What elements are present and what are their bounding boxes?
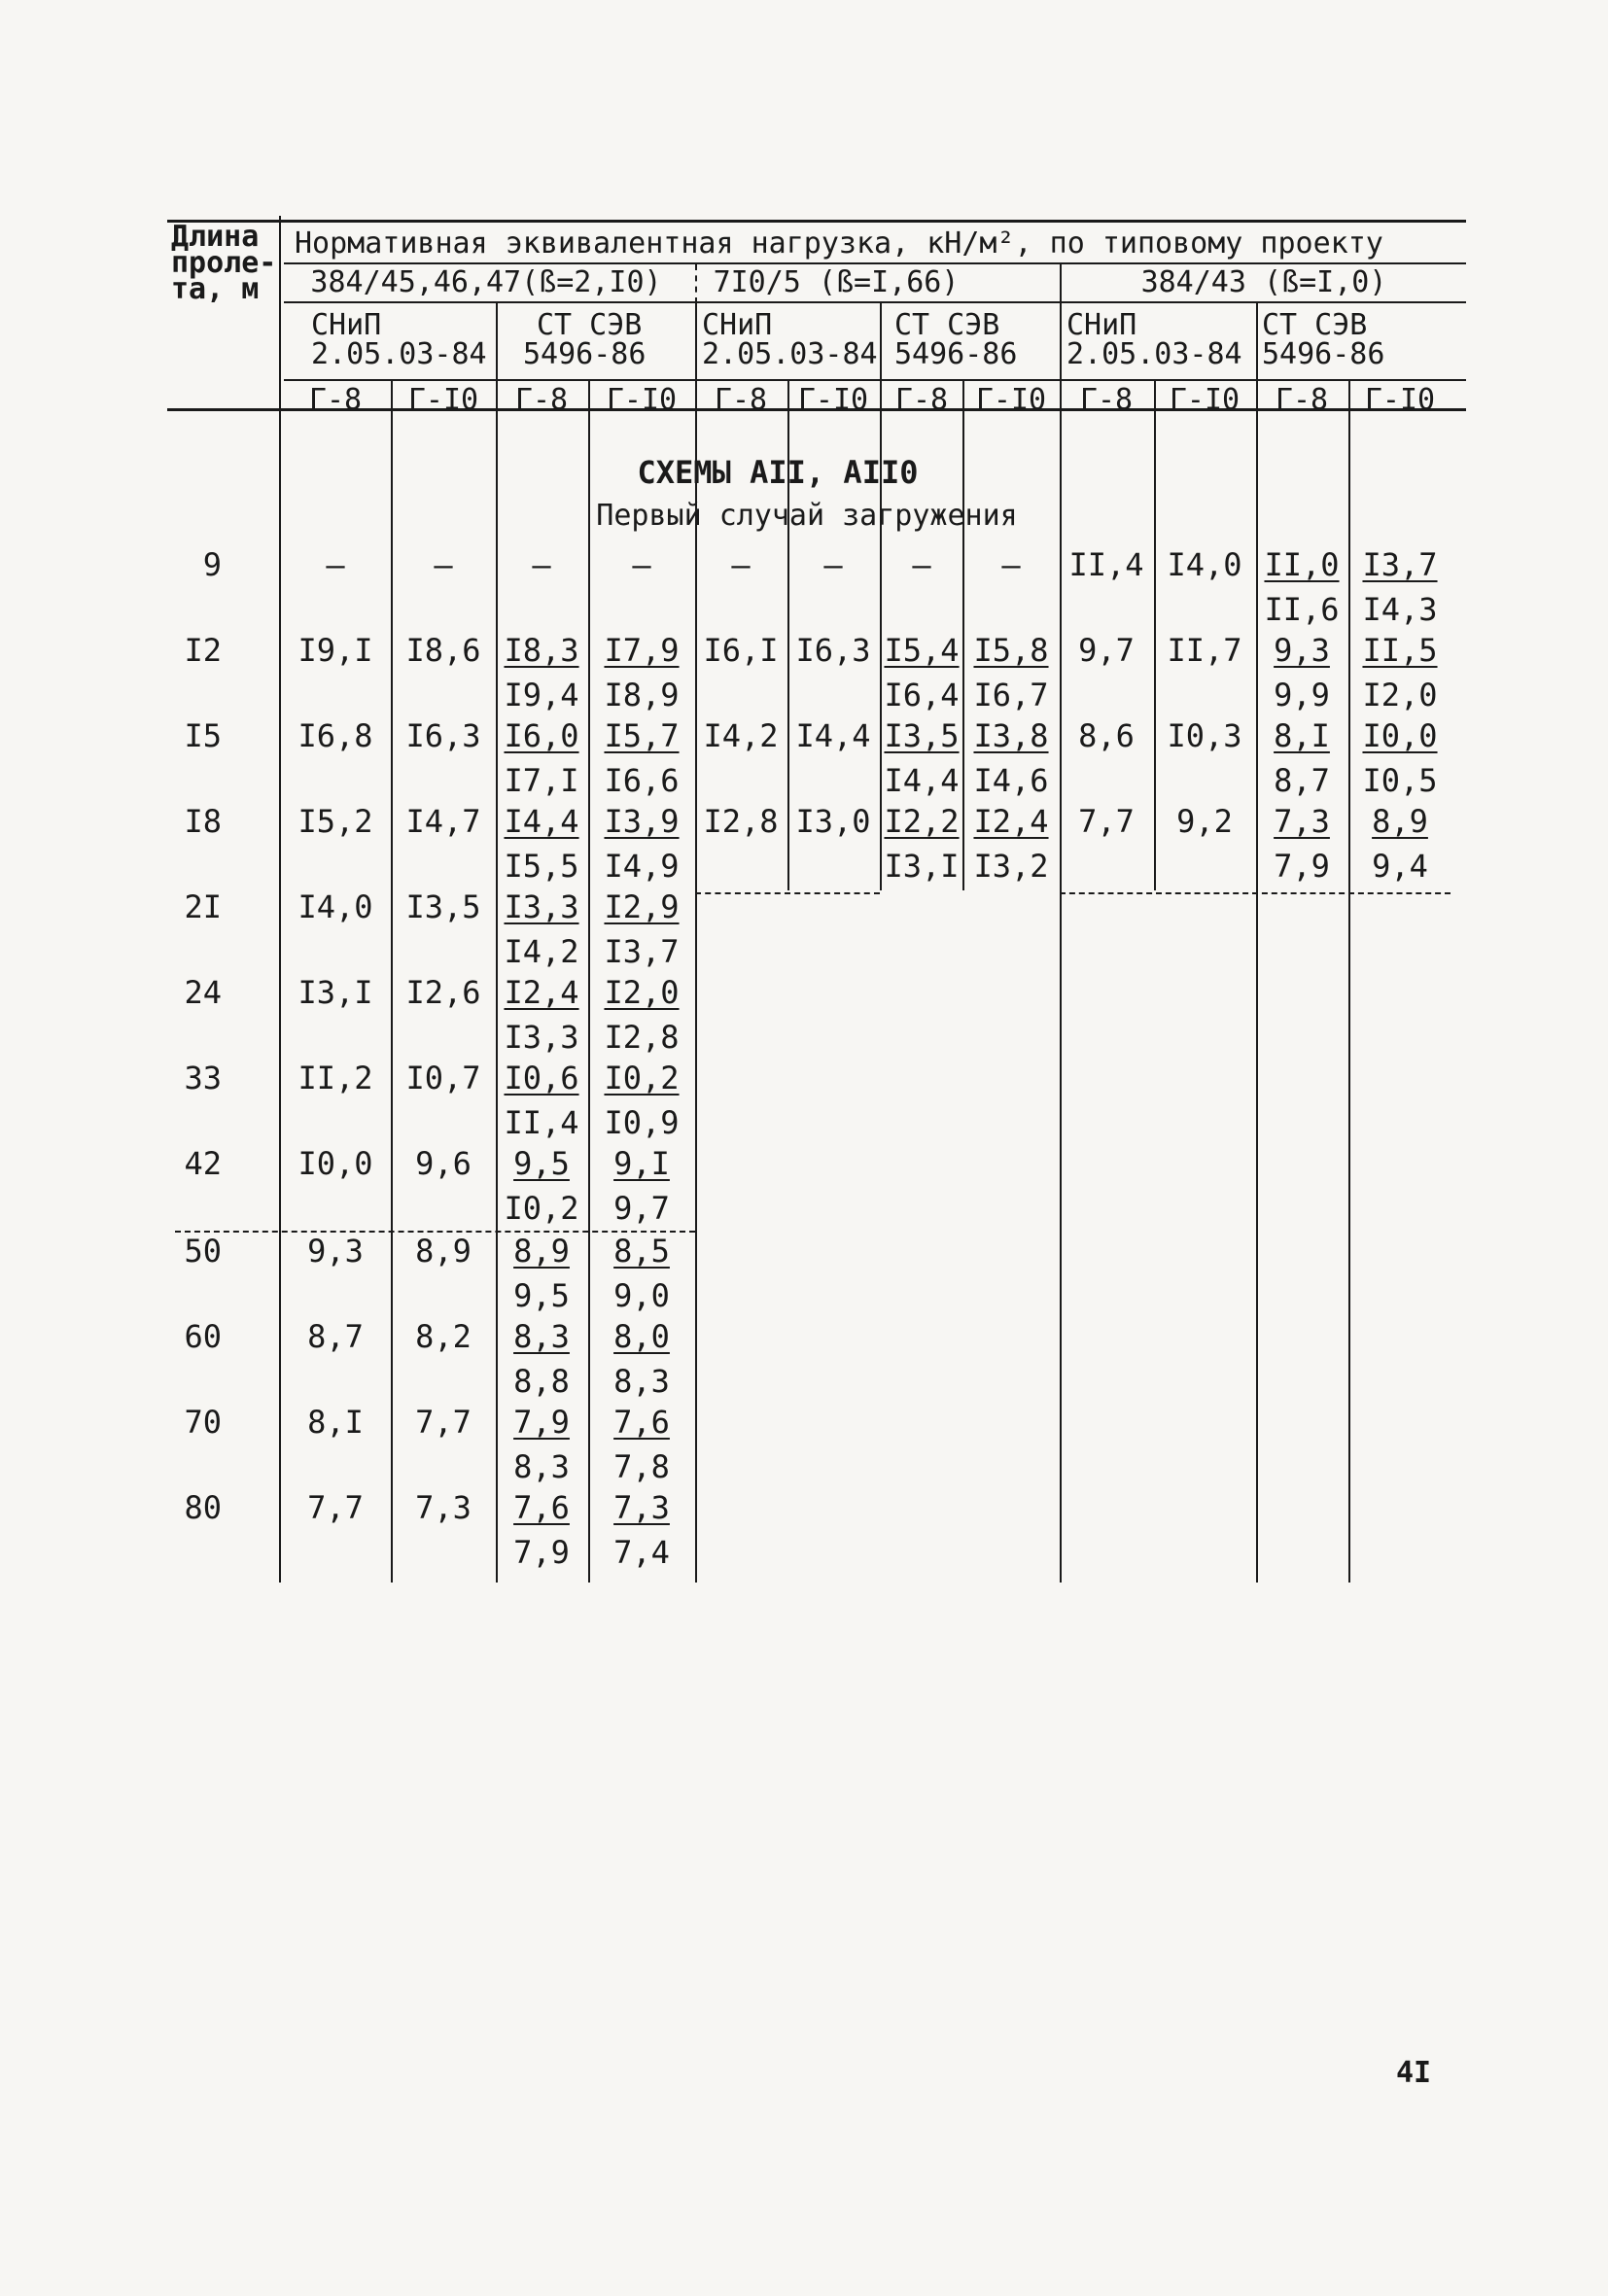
cell-value-alt: 9,7: [613, 1190, 670, 1227]
cell-value: –: [434, 546, 453, 583]
cell-value-alt: 9,9: [1274, 677, 1330, 713]
norm-label: СТ СЭВ 5496-86: [1262, 308, 1385, 371]
row-label-header: Длина проле- та, м: [171, 220, 277, 306]
cell-value: 8,9: [415, 1233, 472, 1270]
cell-value: 7,7: [307, 1489, 364, 1526]
cell-value: I4,4: [795, 717, 871, 754]
cell-value: 9,I: [613, 1145, 670, 1182]
cell-value-alt: I4,6: [973, 762, 1049, 799]
cell-value: I8,6: [405, 632, 481, 669]
cell-value: I2,4: [973, 803, 1049, 840]
col-header: Г-8: [308, 383, 363, 417]
col-rule: [496, 303, 498, 1583]
cell-value-alt: I3,7: [604, 933, 680, 970]
cell-value: 8,7: [307, 1318, 364, 1355]
col-rule: [1060, 264, 1062, 1583]
cell-value: 7,7: [1078, 803, 1135, 840]
cell-value: 7,6: [613, 1404, 670, 1441]
cell-value: 8,3: [513, 1318, 570, 1355]
cell-value: II,2: [297, 1060, 373, 1096]
cell-value: I2,4: [504, 974, 579, 1011]
cell-value-alt: 8,8: [513, 1363, 570, 1400]
cell-value-alt: 9,0: [613, 1277, 670, 1314]
cell-value: II,0: [1264, 546, 1340, 583]
cell-value: 9,2: [1176, 803, 1233, 840]
cell-value: I2,0: [604, 974, 680, 1011]
col-header: Г-I0: [1169, 383, 1241, 417]
cell-value-alt: I4,2: [504, 933, 579, 970]
cell-value-alt: I6,6: [604, 762, 680, 799]
cell-value: 9,7: [1078, 632, 1135, 669]
norm-label: СНиП 2.05.03-84: [702, 308, 878, 371]
cell-value-alt: II,4: [504, 1104, 579, 1141]
cell-value: I3,5: [405, 888, 481, 925]
cell-value-alt: I6,4: [884, 677, 960, 713]
cell-value-alt: I9,4: [504, 677, 579, 713]
cell-value: 8,0: [613, 1318, 670, 1355]
norm-label: СНиП 2.05.03-84: [311, 308, 487, 371]
cell-value: I2,8: [703, 803, 779, 840]
col-rule: [1154, 381, 1156, 890]
cell-value: –: [326, 546, 345, 583]
cell-value: 8,I: [1274, 717, 1330, 754]
cell-value-alt: 7,9: [513, 1534, 570, 1571]
cell-value: I6,I: [703, 632, 779, 669]
cell-value: 8,I: [307, 1404, 364, 1441]
col-header: Г-I0: [407, 383, 479, 417]
cell-value: –: [731, 546, 751, 583]
section-title: СХЕМЫ AII, AII0: [637, 454, 919, 491]
cell-value-alt: I6,7: [973, 677, 1049, 713]
cell-value: I5,4: [884, 632, 960, 669]
cell-value-alt: 7,8: [613, 1448, 670, 1485]
cell-value-alt: 7,9: [1274, 848, 1330, 885]
norm-label: СНиП 2.05.03-84: [1066, 308, 1242, 371]
col-header: Г-8: [1275, 383, 1329, 417]
col-rule: [588, 381, 590, 1583]
cell-value-alt: I2,8: [604, 1019, 680, 1056]
cell-value-alt: I7,I: [504, 762, 579, 799]
cell-value: 9,6: [415, 1145, 472, 1182]
norm-underline-rule: [284, 379, 1466, 381]
span-length: I8: [184, 803, 222, 840]
cell-value: I3,5: [884, 717, 960, 754]
cell-value: 8,9: [513, 1233, 570, 1270]
span-length: I2: [184, 632, 222, 669]
col-header: Г-8: [894, 383, 949, 417]
cell-value: I3,7: [1362, 546, 1438, 583]
cell-value: I5,7: [604, 717, 680, 754]
cell-value-alt: I2,0: [1362, 677, 1438, 713]
cell-value: I0,3: [1167, 717, 1242, 754]
cell-value: I3,3: [504, 888, 579, 925]
col-rule: [1256, 303, 1258, 1583]
cell-value-alt: I4,4: [884, 762, 960, 799]
span-length: 60: [184, 1318, 222, 1355]
cell-value: 7,3: [1274, 803, 1330, 840]
cell-value: 8,6: [1078, 717, 1135, 754]
cell-value: 7,3: [415, 1489, 472, 1526]
span-length: 80: [184, 1489, 222, 1526]
cell-value-alt: I5,5: [504, 848, 579, 885]
cell-value-alt: I3,2: [973, 848, 1049, 885]
cell-value: II,7: [1167, 632, 1242, 669]
cell-value: 9,3: [1274, 632, 1330, 669]
col-rule: [695, 303, 697, 1583]
cell-value: 8,5: [613, 1233, 670, 1270]
page-number: 4I: [1396, 2056, 1432, 2090]
col-header: Г-I0: [606, 383, 678, 417]
span-length: 50: [184, 1233, 222, 1270]
span-length: I5: [184, 717, 222, 754]
cell-value-alt: I4,3: [1362, 591, 1438, 628]
cell-value: I2,6: [405, 974, 481, 1011]
project-label: 384/45,46,47(ß=2,I0): [310, 265, 662, 299]
cell-value: I3,9: [604, 803, 680, 840]
span-length: 42: [184, 1145, 222, 1182]
project-label: 7I0/5 (ß=I,66): [713, 265, 960, 299]
cell-value: I6,8: [297, 717, 373, 754]
cell-value: 7,9: [513, 1404, 570, 1441]
cell-value-alt: I0,5: [1362, 762, 1438, 799]
cell-value-alt: 7,4: [613, 1534, 670, 1571]
cell-value: II,4: [1068, 546, 1144, 583]
span-length: 9: [202, 546, 222, 583]
cell-value-alt: I3,I: [884, 848, 960, 885]
cell-value-alt: I0,2: [504, 1190, 579, 1227]
cell-value: –: [1001, 546, 1021, 583]
cell-value-alt: 9,4: [1372, 848, 1428, 885]
cell-value-alt: I0,9: [604, 1104, 680, 1141]
cell-value: –: [912, 546, 931, 583]
cell-value: I8,3: [504, 632, 579, 669]
dashed-separator: [1060, 892, 1451, 894]
span-length: 2I: [184, 888, 222, 925]
cell-value: I7,9: [604, 632, 680, 669]
cell-value-alt: 8,7: [1274, 762, 1330, 799]
col-rule: [1348, 381, 1350, 1583]
span-length: 33: [184, 1060, 222, 1096]
cell-value: I3,0: [795, 803, 871, 840]
cell-value: 8,9: [1372, 803, 1428, 840]
cell-value: I6,3: [405, 717, 481, 754]
cell-value: 7,7: [415, 1404, 472, 1441]
cell-value: I5,8: [973, 632, 1049, 669]
cell-value: I3,I: [297, 974, 373, 1011]
cell-value: I3,8: [973, 717, 1049, 754]
cell-value-alt: II,6: [1264, 591, 1340, 628]
cell-value: –: [632, 546, 651, 583]
cell-value-alt: 9,5: [513, 1277, 570, 1314]
span-length: 24: [184, 974, 222, 1011]
col-rule-dashed: [695, 264, 697, 303]
cell-value: I4,4: [504, 803, 579, 840]
cell-value-alt: I8,9: [604, 677, 680, 713]
col-rule: [880, 303, 882, 890]
table-title: Нормативная эквивалентная нагрузка, кН/м², по типовому проекту: [295, 226, 1383, 261]
cell-value: I4,7: [405, 803, 481, 840]
cell-value: I6,3: [795, 632, 871, 669]
cell-value: –: [532, 546, 551, 583]
project-underline-rule: [284, 301, 1466, 303]
cell-value: I2,2: [884, 803, 960, 840]
cell-value: I4,2: [703, 717, 779, 754]
cell-value-alt: 8,3: [513, 1448, 570, 1485]
col-rule: [279, 216, 281, 1583]
dashed-separator: [695, 892, 880, 894]
cell-value: 9,3: [307, 1233, 364, 1270]
cell-value: 7,6: [513, 1489, 570, 1526]
cell-value: I0,7: [405, 1060, 481, 1096]
cell-value-alt: I3,3: [504, 1019, 579, 1056]
table-top-rule: [167, 220, 1466, 223]
project-label: 384/43 (ß=I,0): [1140, 265, 1387, 299]
norm-label: СТ СЭВ 5496-86: [894, 308, 1018, 371]
cell-value: I4,0: [297, 888, 373, 925]
cell-value: 9,5: [513, 1145, 570, 1182]
cell-value: I0,2: [604, 1060, 680, 1096]
cell-value: I5,2: [297, 803, 373, 840]
cell-value: I0,6: [504, 1060, 579, 1096]
section-subtitle: Первый случай загружения: [596, 499, 1018, 533]
col-header: Г-8: [514, 383, 569, 417]
col-header: Г-8: [1079, 383, 1134, 417]
col-rule: [391, 381, 393, 1583]
cell-value: 8,2: [415, 1318, 472, 1355]
col-header: Г-I0: [797, 383, 869, 417]
cell-value: II,5: [1362, 632, 1438, 669]
cell-value: 7,3: [613, 1489, 670, 1526]
cell-value: I6,0: [504, 717, 579, 754]
col-header: Г-8: [714, 383, 768, 417]
cell-value-alt: 8,3: [613, 1363, 670, 1400]
cell-value: I2,9: [604, 888, 680, 925]
col-header: Г-I0: [975, 383, 1047, 417]
col-rule: [962, 381, 964, 890]
cell-value: I0,0: [297, 1145, 373, 1182]
cell-value-alt: I4,9: [604, 848, 680, 885]
norm-label: СТ СЭВ 5496-86: [523, 308, 647, 371]
title-underline-rule: [284, 262, 1466, 264]
cell-value: I0,0: [1362, 717, 1438, 754]
cell-value: I9,I: [297, 632, 373, 669]
span-length: 70: [184, 1404, 222, 1441]
cell-value: I4,0: [1167, 546, 1242, 583]
col-header: Г-I0: [1364, 383, 1436, 417]
cell-value: –: [823, 546, 843, 583]
